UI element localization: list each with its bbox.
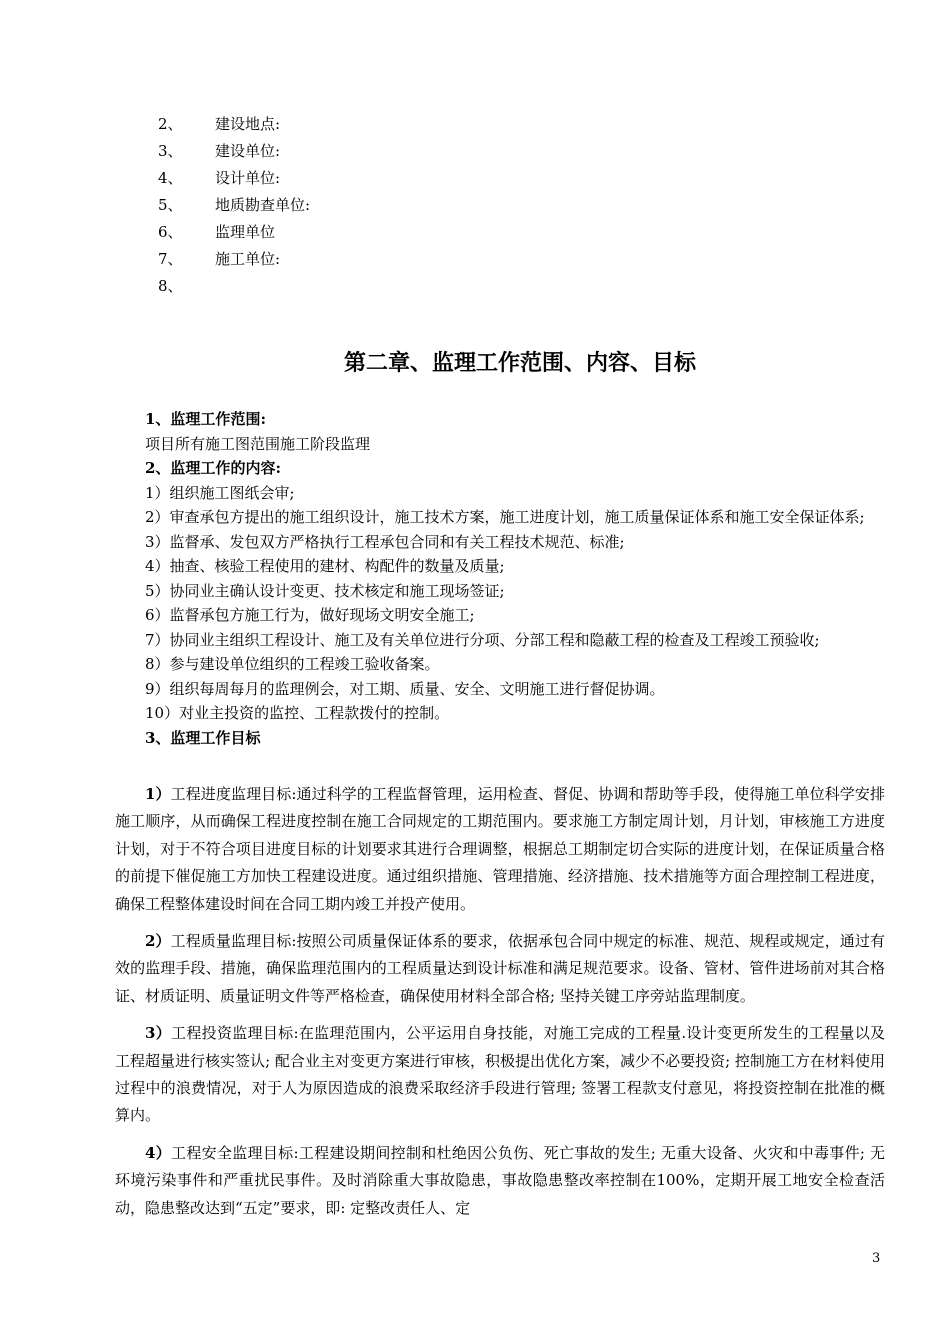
- goal-title: 工程安全监理目标:: [171, 1143, 299, 1162]
- list-item-number: 7、: [158, 250, 183, 268]
- list-item-number: 5、: [158, 196, 183, 214]
- chapter-title: 第二章、监理工作范围、内容、目标: [343, 351, 696, 376]
- page-number: 3: [872, 1251, 881, 1266]
- list-item-label: 监理单位: [215, 223, 276, 241]
- goal-title: 工程进度监理目标:: [170, 785, 297, 803]
- list-item-number: 8、: [158, 277, 183, 295]
- goal-body: 按照公司质量保证体系的要求，依据承包合同中规定的标准、规范、规程或规定，通过有效的监理手段、措施，确保监理范围内的工程质量达到设计标准和满足规范要求。设备、管材、管件进场前对其合格证、材质证明、质量证明文件等严格检查，确保使用材料全部合格; 坚持关键工序旁站监理制度。: [115, 932, 885, 1005]
- list-item-label: 建设地点:: [215, 115, 281, 133]
- project-info-list: [158, 111, 310, 300]
- goal-number: 2）: [145, 932, 171, 951]
- content-item: 6）监督承包方施工行为，做好现场文明安全施工;: [145, 606, 475, 624]
- list-item: [158, 165, 310, 192]
- list-item: [158, 246, 310, 273]
- scope-text: 项目所有施工图范围施工阶段监理: [145, 434, 371, 453]
- goal-body: 通过科学的工程监督管理，运用检查、督促、协调和帮助等手段，使得施工单位科学安排施工顺序，从而确保工程进度控制在施工合同规定的工期范围内。要求施工方制定周计划，月计划，审核施工方进度计划，对于不符合项目进度目标的计划要求其进行合理调整，根据总工期制定切合实际的进度计划，在保证质量合格的前提下催促施工方加快工程建设进度。通过组织措施、管理措施、经济措施、技术措施等方面合理控制工程进度，确保工程整体建设时间在合同工期内竣工并投产使用。: [115, 785, 885, 913]
- goal-number: 3）: [145, 1024, 172, 1043]
- content-item: 2）审查承包方提出的施工组织设计，施工技术方案，施工进度计划，施工质量保证体系和施工安全保证体系;: [145, 508, 865, 526]
- goal-title: 工程质量监理目标:: [170, 932, 297, 951]
- content-item: 3）监督承、发包双方严格执行工程承包合同和有关工程技术规范、标准;: [145, 532, 625, 551]
- goal-title: 工程投资监理目标:: [171, 1024, 299, 1043]
- list-item-label: 建设单位:: [215, 142, 281, 160]
- list-item-label: 设计单位:: [215, 169, 281, 187]
- section-heading-content: 2、监理工作的内容:: [145, 459, 281, 477]
- scope-and-content-section: [115, 407, 885, 750]
- list-item-number: 2、: [158, 115, 183, 133]
- content-item: 7）协同业主组织工程设计、施工及有关单位进行分项、分部工程和隐蔽工程的检查及工程竣工预验收;: [145, 630, 820, 649]
- goal-paragraph: [115, 928, 885, 1010]
- content-item: 8）参与建设单位组织的工程竣工验收备案。: [145, 655, 440, 673]
- goal-number: 1）: [145, 785, 171, 803]
- list-item-label: 地质勘查单位:: [215, 196, 311, 214]
- list-item: [158, 138, 310, 165]
- goal-number: 4）: [145, 1143, 172, 1162]
- content-item: 1）组织施工图纸会审;: [145, 483, 295, 502]
- list-item-label: 施工单位:: [215, 250, 281, 268]
- content-item: 9）组织每周每月的监理例会，对工期、质量、安全、文明施工进行督促协调。: [145, 679, 665, 698]
- list-item-number: 3、: [158, 142, 183, 160]
- goal-body: 工程建设期间控制和杜绝因公负伤、死亡事故的发生; 无重大设备、火灾和中毒事件; 无环境污染事件和严重扰民事件。及时消除重大事故隐患，事故隐患整改率控制在100%，定期开展工地安全检查活动，隐患整改达到“五定”要求，即: 定整改责任人、定: [115, 1143, 885, 1217]
- content-item: 10）对业主投资的监控、工程款拨付的控制。: [145, 704, 450, 722]
- content-item: 5）协同业主确认设计变更、技术核定和施工现场签证;: [145, 581, 505, 600]
- list-item: [158, 192, 310, 219]
- section-heading-goals: 3、监理工作目标: [145, 728, 261, 747]
- goal-paragraph: [115, 1140, 885, 1222]
- goal-paragraph: [115, 1020, 885, 1130]
- goal-paragraph: [115, 781, 885, 918]
- section-heading-scope: 1、监理工作范围:: [145, 410, 266, 428]
- list-item-number: 4、: [158, 169, 183, 187]
- list-item: [158, 273, 310, 300]
- list-item: [158, 111, 310, 138]
- content-item: 4）抽查、核验工程使用的建材、构配件的数量及质量;: [145, 557, 505, 575]
- goal-body: 在监理范围内，公平运用自身技能，对施工完成的工程量.设计变更所发生的工程量以及工程超量进行核实签认; 配合业主对变更方案进行审核，积极提出优化方案，减少不必要投资; 控制施工方在材料使用过程中的浪费情况，对于人为原因造成的浪费采取经济手段进行管理; 签署工程款支付意见，将投资控制在批准的概算内。: [115, 1024, 886, 1125]
- goals-section: [115, 781, 885, 1222]
- list-item: [158, 219, 310, 246]
- list-item-number: 6、: [158, 223, 183, 241]
